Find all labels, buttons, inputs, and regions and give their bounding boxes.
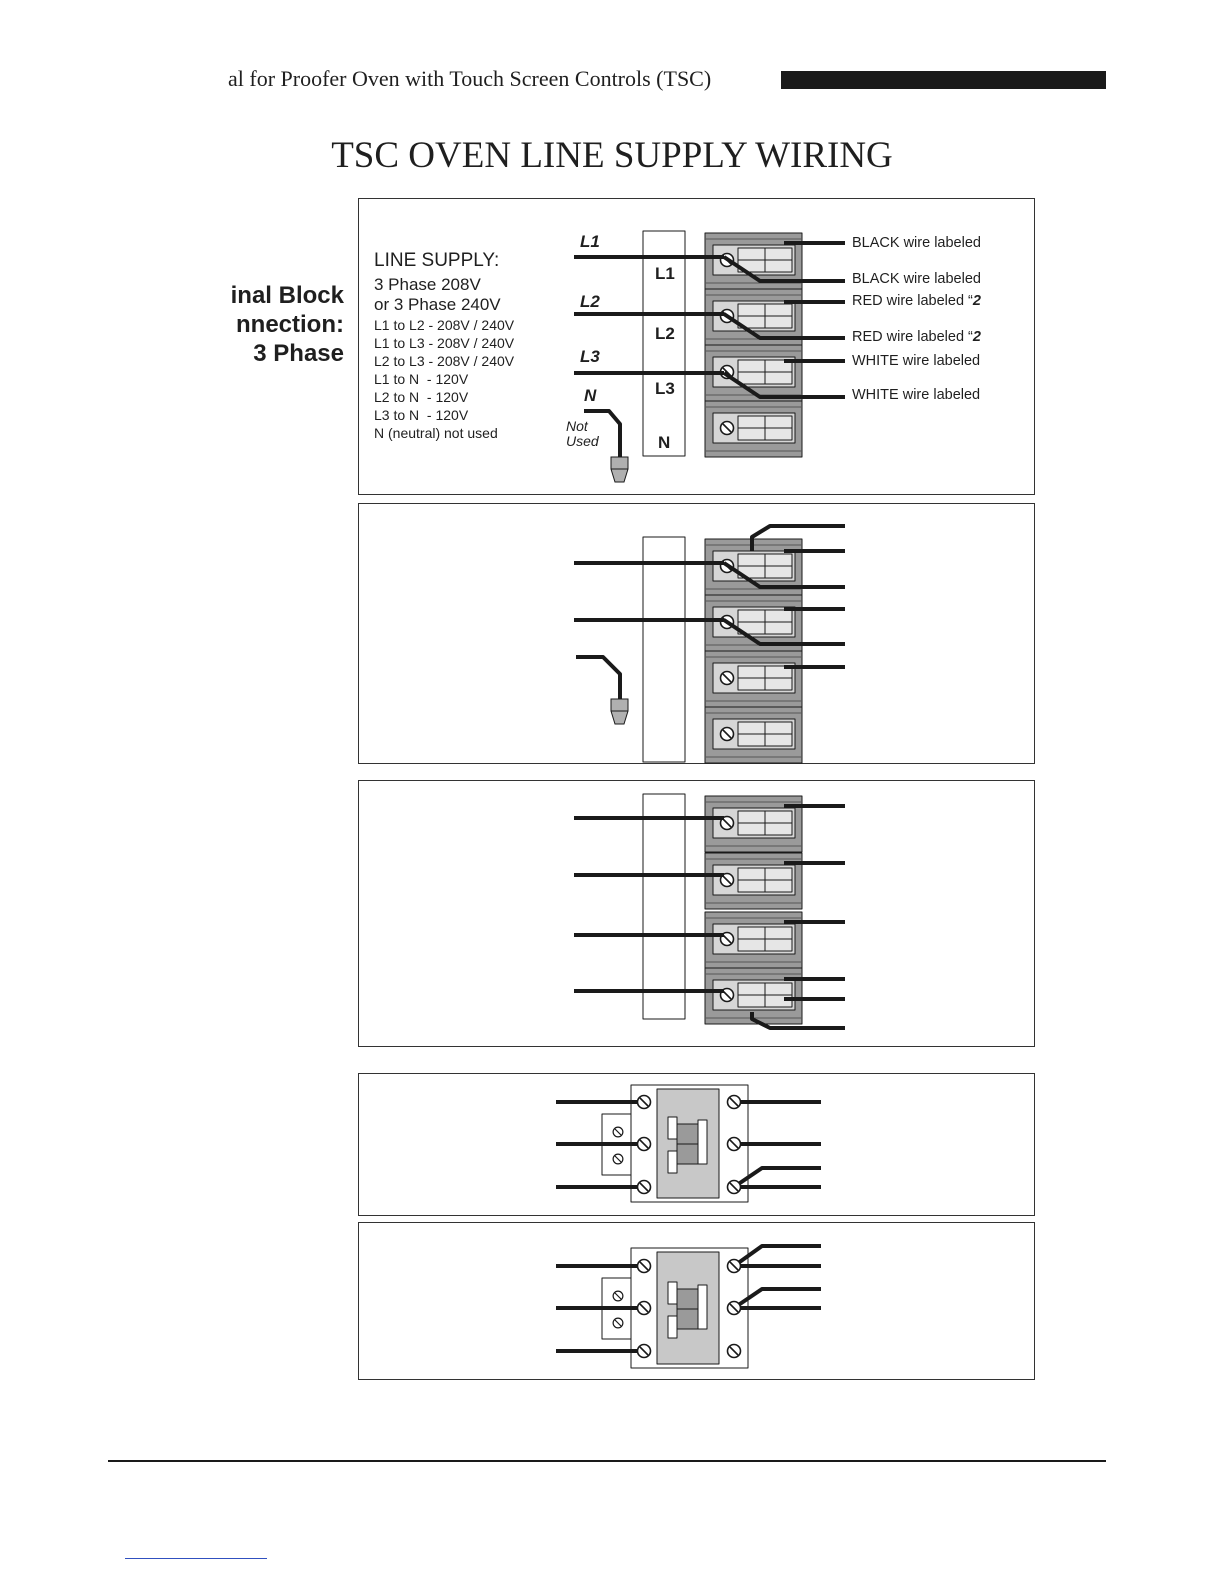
supply-spec: L2 to N - 120V xyxy=(374,389,469,405)
supply-line2: or 3 Phase 240V xyxy=(374,295,501,314)
block-label-n: N xyxy=(658,433,671,452)
running-header: al for Proofer Oven with Touch Screen Controls (TSC) xyxy=(228,66,712,91)
supply-spec: N (neutral) not used xyxy=(374,425,498,441)
supply-spec: L2 to L3 - 208V / 240V xyxy=(374,353,515,369)
supply-spec: L3 to N - 120V xyxy=(374,407,469,423)
supply-title: LINE SUPPLY: xyxy=(374,250,500,271)
line-label-l3: L3 xyxy=(580,347,600,366)
wire-label: BLACK wire labeled xyxy=(852,271,981,287)
supply-spec: L1 to N - 120V xyxy=(374,371,469,387)
not-used-label: Used xyxy=(566,433,599,449)
line-label-l2: L2 xyxy=(580,292,600,311)
sidebar-caption-line1: inal Block xyxy=(230,282,344,309)
line-label-n: N xyxy=(584,386,597,405)
wire-label: BLACK wire labeled xyxy=(852,235,981,251)
wire-label: RED wire labeled “2 xyxy=(852,329,981,345)
block-label-l2: L2 xyxy=(655,324,675,343)
block-label-l1: L1 xyxy=(655,264,675,283)
wire-label: WHITE wire labeled xyxy=(852,387,981,403)
sidebar-caption-line3: 3 Phase xyxy=(253,340,344,367)
line-label-l1: L1 xyxy=(580,232,600,251)
footer-link-underline[interactable] xyxy=(125,1558,267,1559)
footer-rule xyxy=(108,1460,1106,1462)
block-label-l3: L3 xyxy=(655,379,675,398)
supply-spec: L1 to L2 - 208V / 240V xyxy=(374,317,515,333)
supply-line1: 3 Phase 208V xyxy=(374,275,481,294)
wire-label: WHITE wire labeled xyxy=(852,353,981,369)
sidebar-caption-line2: nnection: xyxy=(236,311,344,338)
page-title: TSC OVEN LINE SUPPLY WIRING xyxy=(331,135,893,176)
supply-spec: L1 to L3 - 208V / 240V xyxy=(374,335,515,351)
not-used-label: Not xyxy=(566,418,588,434)
wire-label: RED wire labeled “2 xyxy=(852,293,981,309)
